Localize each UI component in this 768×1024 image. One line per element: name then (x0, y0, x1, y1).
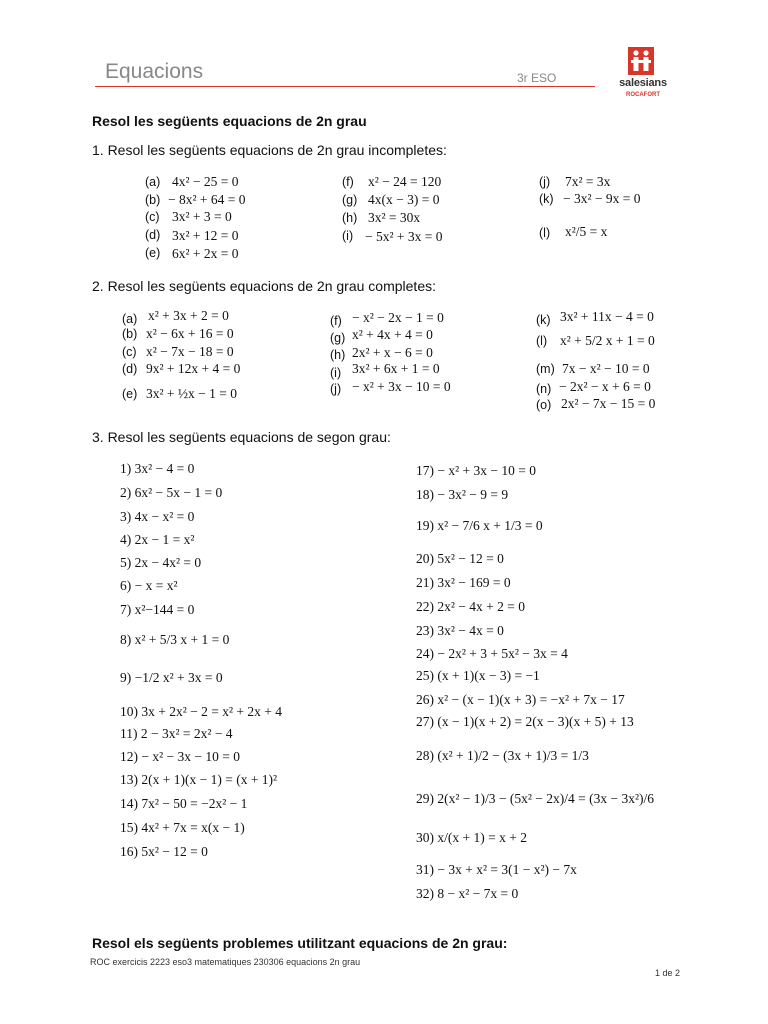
s1-equation-i: − 5x² + 3x = 0 (365, 229, 443, 244)
s2-label-o: (o) (536, 398, 552, 412)
s2-label-k: (k) (536, 313, 551, 327)
s1-label-j: (j) (539, 175, 551, 189)
s2-equation-c: x² − 7x − 18 = 0 (146, 344, 234, 359)
s1-label-a: (a) (145, 175, 161, 189)
s1-label-l: (l) (539, 226, 551, 240)
section2-title: 2. Resol les següents equacions de 2n grau completes: (92, 278, 436, 294)
s2-equation-h: 2x² + x − 6 = 0 (352, 345, 433, 360)
s1-label-h: (h) (342, 211, 358, 225)
section1-title: 1. Resol les següents equacions de 2n grau incompletes: (92, 142, 447, 158)
s2-label-n: (n) (536, 382, 552, 396)
s2-label-c: (c) (122, 345, 137, 359)
s3-equation-32: 32) 8 − x² − 7x = 0 (416, 886, 519, 901)
s3-equation-29: 29) 2(x² − 1)/3 − (5x² − 2x)/4 = (3x − 3x²)/6 (416, 791, 655, 806)
s3-equation-31: 31) − 3x + x² = 3(1 − x²) − 7x (416, 862, 577, 877)
s3-equation-17: 17) − x² + 3x − 10 = 0 (416, 463, 536, 478)
s1-equation-e: 6x² + 2x = 0 (172, 246, 239, 261)
s2-equation-f: − x² − 2x − 1 = 0 (352, 310, 444, 325)
s3-equation-21: 21) 3x² − 169 = 0 (416, 575, 511, 590)
s1-label-b: (b) (145, 193, 161, 207)
document-title: Equacions (105, 60, 204, 83)
s1-label-f: (f) (342, 175, 354, 189)
course-level: 3r ESO (517, 71, 557, 85)
problems-heading: Resol els següents problemes utilitzant equacions de 2n grau: (92, 935, 508, 951)
logo-subtitle: ROCAFORT (626, 92, 660, 98)
s2-label-i: (i) (330, 366, 342, 380)
s1-equation-c: 3x² + 3 = 0 (172, 209, 232, 224)
s2-label-g: (g) (330, 331, 346, 345)
s2-equation-e: 3x² + ½x − 1 = 0 (146, 386, 238, 401)
s2-equation-b: x² − 6x + 16 = 0 (146, 326, 234, 341)
s3-equation-13: 13) 2(x + 1)(x − 1) = (x + 1)² (120, 772, 278, 787)
s3-equation-5: 5) 2x − 4x² = 0 (120, 555, 202, 570)
s1-equation-h: 3x² = 30x (368, 210, 421, 225)
s3-equation-4: 4) 2x − 1 = x² (120, 532, 195, 547)
footer-filename: ROC exercicis 2223 eso3 matematiques 230306 equacions 2n grau (90, 957, 361, 967)
s3-equation-24: 24) − 2x² + 3 + 5x² − 3x = 4 (416, 646, 568, 661)
s3-equation-10: 10) 3x + 2x² − 2 = x² + 2x + 4 (120, 704, 283, 719)
s3-equation-8: 8) x² + 5/3 x + 1 = 0 (120, 632, 230, 647)
s2-equation-m: 7x − x² − 10 = 0 (562, 361, 650, 376)
s2-label-j: (j) (330, 382, 342, 396)
s2-equation-d: 9x² + 12x + 4 = 0 (146, 361, 241, 376)
s3-equation-23: 23) 3x² − 4x = 0 (416, 623, 504, 638)
s2-equation-k: 3x² + 11x − 4 = 0 (560, 309, 654, 324)
s3-equation-26: 26) x² − (x − 1)(x + 3) = −x² + 7x − 17 (416, 692, 625, 707)
header-divider (95, 86, 595, 87)
s3-equation-12: 12) − x² − 3x − 10 = 0 (120, 749, 240, 764)
s3-equation-7: 7) x²−144 = 0 (120, 602, 195, 617)
s1-equation-g: 4x(x − 3) = 0 (368, 192, 440, 207)
s2-label-f: (f) (330, 314, 342, 328)
s1-equation-f: x² − 24 = 120 (368, 174, 442, 189)
s1-label-d: (d) (145, 228, 161, 242)
s2-label-d: (d) (122, 362, 138, 376)
s3-equation-27: 27) (x − 1)(x + 2) = 2(x − 3)(x + 5) + 13 (416, 714, 634, 729)
s3-equation-30: 30) x/(x + 1) = x + 2 (416, 830, 527, 845)
s1-equation-d: 3x² + 12 = 0 (172, 228, 239, 243)
s1-label-k: (k) (539, 192, 554, 206)
s3-equation-11: 11) 2 − 3x² = 2x² − 4 (120, 726, 233, 741)
s2-equation-j: − x² + 3x − 10 = 0 (352, 379, 451, 394)
s2-label-l: (l) (536, 334, 548, 348)
page-heading: Resol les següents equacions de 2n grau (92, 113, 367, 129)
s1-equation-a: 4x² − 25 = 0 (172, 174, 239, 189)
s1-equation-j: 7x² = 3x (565, 174, 611, 189)
s2-equation-a: x² + 3x + 2 = 0 (148, 308, 229, 323)
s2-label-e: (e) (122, 387, 138, 401)
logo-wordmark: salesians (619, 77, 667, 89)
s3-equation-15: 15) 4x² + 7x = x(x − 1) (120, 820, 245, 835)
s3-equation-14: 14) 7x² − 50 = −2x² − 1 (120, 796, 248, 811)
s2-equation-n: − 2x² − x + 6 = 0 (559, 379, 651, 394)
s3-equation-18: 18) − 3x² − 9 = 9 (416, 487, 509, 502)
s3-equation-3: 3) 4x − x² = 0 (120, 509, 195, 524)
s1-equation-b: − 8x² + 64 = 0 (168, 192, 246, 207)
s2-equation-g: x² + 4x + 4 = 0 (352, 327, 433, 342)
section3-title: 3. Resol les següents equacions de segon grau: (92, 429, 391, 445)
s1-label-g: (g) (342, 193, 358, 207)
s2-label-h: (h) (330, 348, 346, 362)
s3-equation-2: 2) 6x² − 5x − 1 = 0 (120, 485, 223, 500)
s1-equation-k: − 3x² − 9x = 0 (563, 191, 641, 206)
s2-label-m: (m) (536, 362, 555, 376)
s2-label-b: (b) (122, 327, 138, 341)
salesians-emblem-icon (628, 47, 654, 75)
s1-label-c: (c) (145, 210, 160, 224)
s1-label-e: (e) (145, 246, 161, 260)
s2-label-a: (a) (122, 312, 138, 326)
s1-equation-l: x²/5 = x (565, 224, 608, 239)
s3-equation-16: 16) 5x² − 12 = 0 (120, 844, 208, 859)
s3-equation-1: 1) 3x² − 4 = 0 (120, 461, 195, 476)
s3-equation-25: 25) (x + 1)(x − 3) = −1 (416, 668, 540, 683)
s2-equation-i: 3x² + 6x + 1 = 0 (352, 361, 440, 376)
s2-equation-o: 2x² − 7x − 15 = 0 (561, 396, 656, 411)
s3-equation-6: 6) − x = x² (120, 578, 178, 593)
s3-equation-28: 28) (x² + 1)/2 − (3x + 1)/3 = 1/3 (416, 748, 589, 763)
s3-equation-22: 22) 2x² − 4x + 2 = 0 (416, 599, 526, 614)
s1-label-i: (i) (342, 229, 354, 243)
school-logo (612, 47, 674, 105)
s2-equation-l: x² + 5/2 x + 1 = 0 (560, 333, 655, 348)
page-number: 1 de 2 (655, 968, 681, 978)
s3-equation-19: 19) x² − 7/6 x + 1/3 = 0 (416, 518, 543, 533)
s3-equation-9: 9) −1/2 x² + 3x = 0 (120, 670, 223, 685)
s3-equation-20: 20) 5x² − 12 = 0 (416, 551, 504, 566)
